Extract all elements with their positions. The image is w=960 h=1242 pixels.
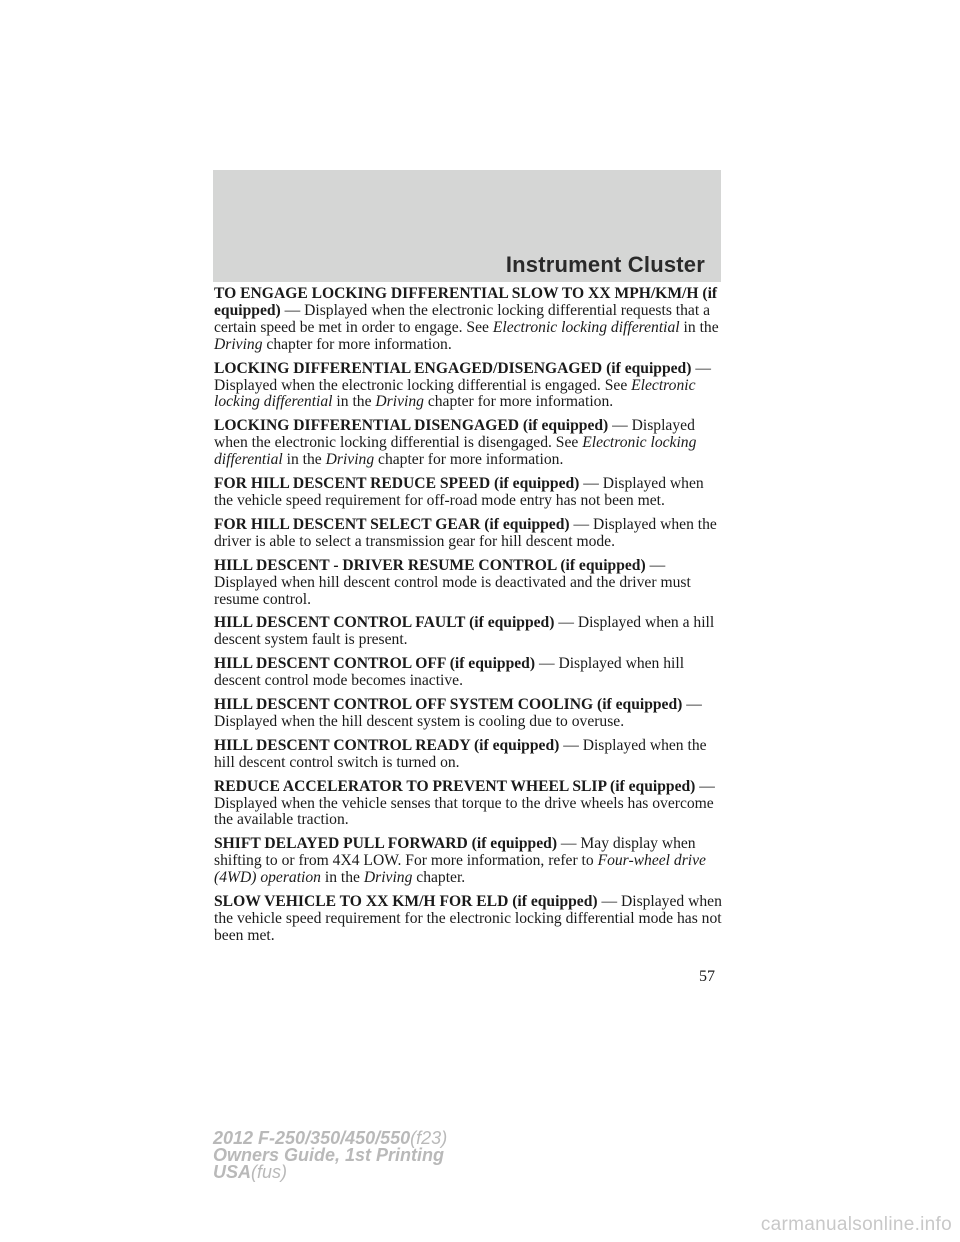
print-footer xyxy=(213,1130,447,1181)
message-description: — Displayed when the electronic locking differential requests that a certain speed be met in order to engage. See xyxy=(214,301,710,336)
message-description: — Displayed when the electronic locking differential is engaged. See xyxy=(214,359,711,394)
list-item xyxy=(214,286,724,354)
message-description: — May display when shifting to or from 4X4 LOW. For more information, refer to xyxy=(214,835,696,870)
chapter-reference: Driving xyxy=(214,335,263,353)
message-term: TO ENGAGE LOCKING DIFFERENTIAL SLOW TO XX MPH/KM/H (if equipped) xyxy=(214,285,718,319)
list-item xyxy=(214,361,724,412)
description-text: in the xyxy=(282,451,326,469)
description-text: in the xyxy=(320,869,364,887)
message-description: — Displayed when the hill descent system is cooling due to overuse. xyxy=(214,696,702,730)
message-term: HILL DESCENT CONTROL OFF SYSTEM COOLING (if equipped) xyxy=(214,696,683,714)
message-description: — Displayed when the vehicle speed requirement for off-road mode entry has not been met. xyxy=(214,475,704,509)
message-term: FOR HILL DESCENT SELECT GEAR (if equipped) xyxy=(214,515,570,533)
watermark: carmanualsonline.info xyxy=(760,1214,952,1235)
list-item xyxy=(214,656,724,690)
cross-reference: Electronic locking differential xyxy=(214,376,696,411)
description-text: chapter for more information. xyxy=(374,451,564,469)
model-years: 2012 F-250/350/450/550 xyxy=(213,1128,411,1148)
message-description: — Displayed when hill descent control mode becomes inactive. xyxy=(214,655,685,690)
message-description: — Displayed when the vehicle speed requirement for the electronic locking differential mode has not been met. xyxy=(214,893,722,944)
description-text: chapter for more information. xyxy=(423,393,614,411)
message-term: REDUCE ACCELERATOR TO PREVENT WHEEL SLIP (if equipped) xyxy=(214,777,696,795)
message-term: FOR HILL DESCENT REDUCE SPEED (if equipped) xyxy=(214,475,580,493)
list-item xyxy=(214,558,724,609)
model-code: (f23) xyxy=(410,1128,448,1148)
message-term: SLOW VEHICLE TO XX KM/H FOR ELD (if equipped) xyxy=(214,893,598,911)
list-item xyxy=(214,836,724,887)
message-term: HILL DESCENT CONTROL READY (if equipped) xyxy=(214,736,560,754)
chapter-reference: Driving xyxy=(375,393,424,411)
message-term: HILL DESCENT - DRIVER RESUME CONTROL (if equipped) xyxy=(214,556,646,574)
section-title: Instrument Cluster xyxy=(505,252,705,277)
message-list xyxy=(214,286,724,952)
description-text: in the xyxy=(332,393,376,411)
description-text: chapter for more information. xyxy=(262,335,452,353)
chapter-reference: Driving xyxy=(363,869,413,887)
cross-reference: Electronic locking differential xyxy=(492,318,680,336)
message-description: — Displayed when the driver is able to select a transmission gear for hill descent mode. xyxy=(214,515,717,550)
message-description: — Displayed when the hill descent control switch is turned on. xyxy=(214,736,707,771)
list-item xyxy=(214,738,724,772)
message-description: — Displayed when hill descent control mode is deactivated and the driver must resume control. xyxy=(214,556,691,608)
list-item xyxy=(214,517,724,551)
section-header xyxy=(213,170,721,282)
list-item xyxy=(214,697,724,731)
cross-reference: Electronic locking differential xyxy=(214,434,697,469)
footer-line: Owners Guide, 1st Printing xyxy=(213,1145,445,1165)
list-item xyxy=(214,615,724,649)
description-text: chapter. xyxy=(412,869,466,887)
list-item xyxy=(214,894,724,945)
footer-line xyxy=(213,1164,447,1181)
list-item xyxy=(214,418,724,469)
message-description: — Displayed when the vehicle senses that torque to the drive wheels has overcome the available traction. xyxy=(214,777,715,829)
message-description: — Displayed when the electronic locking differential is disengaged. See xyxy=(214,417,695,452)
cross-reference: Four-wheel drive (4WD) operation xyxy=(214,852,706,887)
page-number: 57 xyxy=(699,968,715,985)
message-term: HILL DESCENT CONTROL OFF (if equipped) xyxy=(214,655,536,673)
list-item xyxy=(214,779,724,830)
message-term: LOCKING DIFFERENTIAL DISENGAGED (if equipped) xyxy=(214,417,609,435)
message-description: — Displayed when a hill descent system fault is present. xyxy=(214,614,715,649)
list-item xyxy=(214,476,724,510)
market-code: (fus) xyxy=(251,1162,288,1182)
description-text: in the xyxy=(679,318,719,336)
chapter-reference: Driving xyxy=(325,451,375,469)
message-term: LOCKING DIFFERENTIAL ENGAGED/DISENGAGED (if equipped) xyxy=(214,359,692,377)
market: USA xyxy=(213,1162,252,1182)
message-term: SHIFT DELAYED PULL FORWARD (if equipped) xyxy=(214,835,558,853)
message-term: HILL DESCENT CONTROL FAULT (if equipped) xyxy=(214,614,555,632)
